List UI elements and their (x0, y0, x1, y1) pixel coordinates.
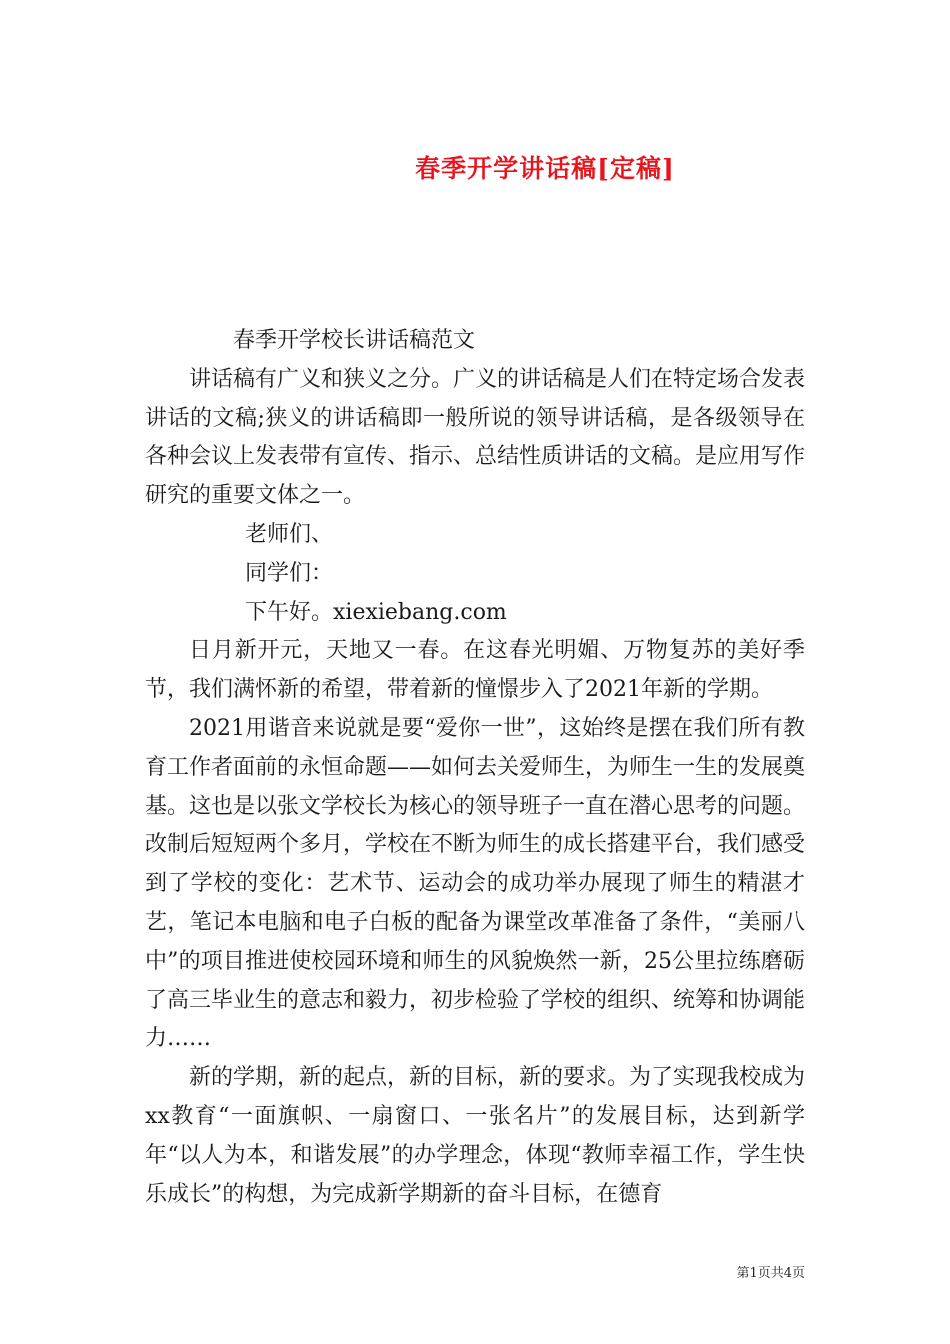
paragraph-salutation-teachers: 老师们、 (245, 521, 334, 547)
document-title: 春季开学讲话稿[定稿] (415, 153, 675, 183)
paragraph-intro: 讲话稿有广义和狭义之分。广义的讲话稿是人们在特定场合发表讲话的文稿;狭义的讲话稿即一般所说的领导讲话稿，是各级领导在各种会议上发表带有宣传、指示、总结性质讲话的文稿。是应用写作研究的重要文体之一。 (145, 366, 806, 509)
page-number-footer: 第1页共4页 (736, 1266, 805, 1281)
paragraph-salutation-students: 同学们： (245, 560, 334, 586)
paragraph-new-semester: 新的学期，新的起点，新的目标，新的要求。为了实现我校成为xx教育“一面旗帜、一扇窗口、一张名片”的发展目标，达到新学年“以人为本，和谐发展”的办学理念，体现“教师幸福工作，学生快乐成长”的构想，为完成新学期新的奋斗目标，在德育 (145, 1065, 806, 1207)
document-subtitle: 春季开学校长讲话稿范文 (233, 328, 476, 353)
paragraph-spring: 日月新开元，天地又一春。在这春光明媚、万物复苏的美好季节，我们满怀新的希望，带着新的憧憬步入了2021年新的学期。 (145, 638, 805, 703)
document-body (145, 322, 805, 1214)
paragraph-2021: 2021用谐音来说就是要“爱你一世”，这始终是摆在我们所有教育工作者面前的永恒命题——如何去关爱师生，为师生一生的发展奠基。这也是以张文学校长为核心的领导班子一直在潜心思考的问题。改制后短短两个多月，学校在不断为师生的成长搭建平台，我们感受到了学校的变化：艺术节、运动会的成功举办展现了师生的精湛才艺，笔记本电脑和电子白板的配备为课堂改革准备了条件，“美丽八中”的项目推进使校园环境和师生的风貌焕然一新，25公里拉练磨砺了高三毕业生的意志和毅力，初步检验了学校的组织、统筹和协调能力…… (145, 715, 806, 1052)
paragraph-greeting: 下午好。xiexiebang.com (245, 599, 507, 625)
